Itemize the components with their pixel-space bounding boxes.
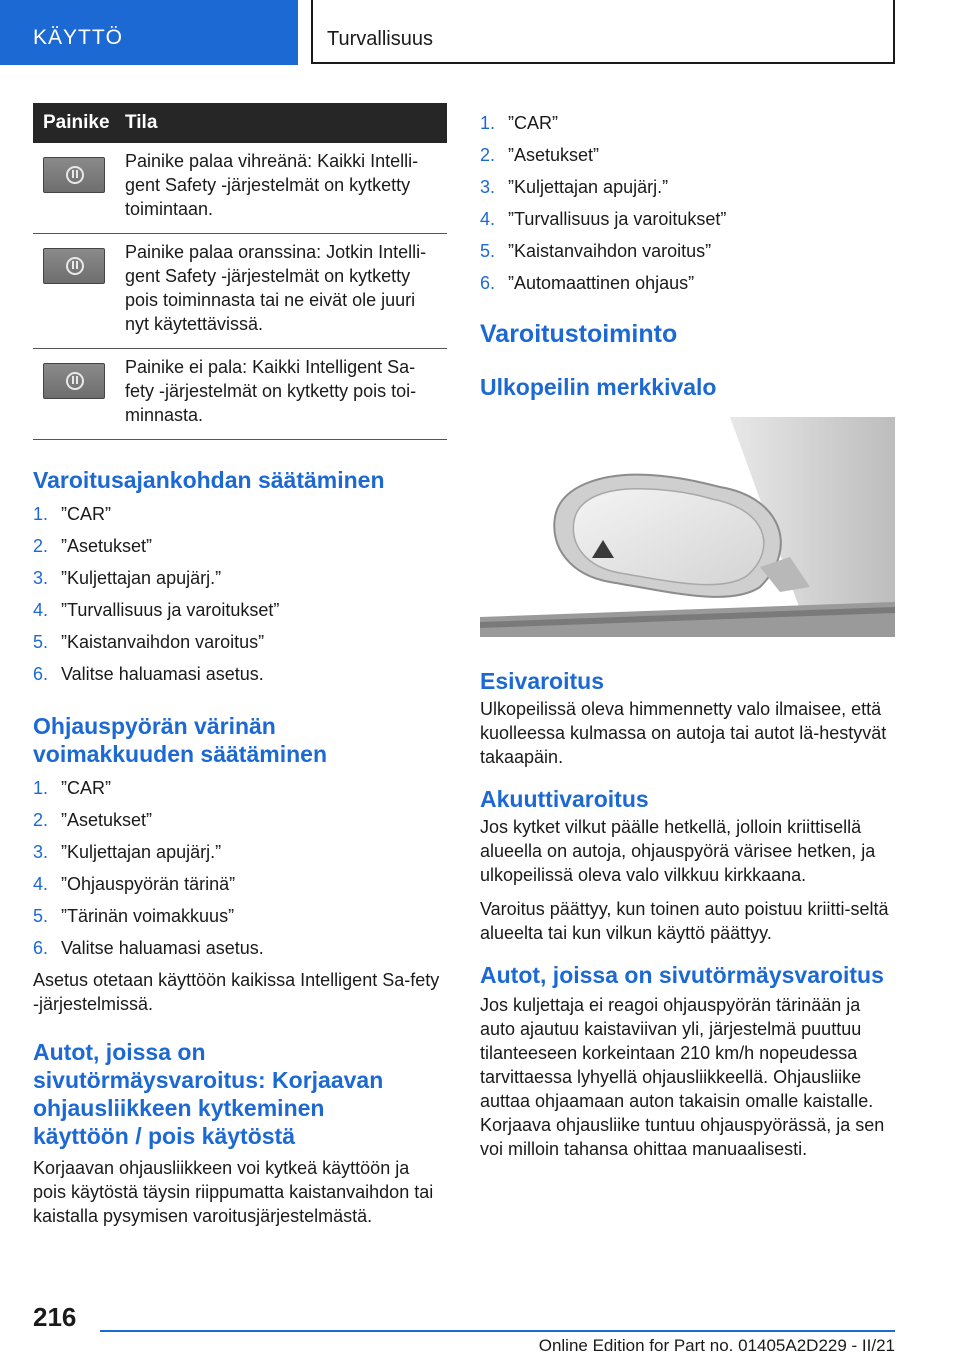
- left-column: [33, 103, 447, 1228]
- footer-divider: [100, 1330, 895, 1332]
- table-cell-status: Painike palaa vihreänä: Kaikki Intelli-gent Safety -järjestelmät on kytketty toimintaan.: [125, 143, 447, 234]
- list-item: 3. ”Kuljettajan apujärj.”: [33, 568, 222, 588]
- table-header-status: Tila: [125, 103, 447, 143]
- list-item: 2. ”Asetukset”: [33, 536, 153, 556]
- prewarning-text: Ulkopeilissä oleva himmennetty valo ilmaisee, että kuolleessa kulmassa on autoja tai autot lä-hestyvät takaapäin.: [480, 699, 887, 767]
- list-item: 3. ”Kuljettajan apujärj.”: [33, 842, 222, 862]
- table-header-button: Painike: [33, 103, 125, 143]
- list-item: 6. Valitse haluamasi asetus.: [33, 938, 264, 958]
- mirror-illustration: [480, 417, 895, 637]
- list-item: 4. ”Turvallisuus ja varoitukset”: [33, 600, 280, 620]
- vibration-note: Asetus otetaan käyttöön kaikissa Intelligent Sa-fety -järjestelmissä.: [33, 970, 440, 1014]
- list-item: 5. ”Tärinän voimakkuus”: [33, 906, 235, 926]
- steps-warning-time: [33, 498, 447, 690]
- list-item: 1. ”CAR”: [33, 778, 111, 798]
- chapter-header: [311, 0, 895, 64]
- heading-corrective-steering: Autot, joissa on sivutörmäysvaroitus: Korjaavan ohjausliikkeen kytkeminen käyttöön / pois käytöstä: [33, 1039, 384, 1149]
- steps-vibration: [33, 772, 447, 964]
- driver-assist-icon: [43, 363, 105, 399]
- heading-acute-warning: Akuuttivaroitus: [480, 786, 649, 812]
- heading-mirror-indicator: Ulkopeilin merkkivalo: [480, 374, 717, 400]
- list-item: 1. ”CAR”: [33, 504, 111, 524]
- heading-warning-function: Varoitustoiminto: [480, 320, 678, 348]
- button-status-table: [33, 103, 447, 440]
- section-title: KÄYTTÖ: [33, 26, 124, 49]
- right-column: [480, 103, 895, 1161]
- list-item: 6. ”Automaattinen ohjaus”: [480, 273, 695, 293]
- list-item: 4. ”Turvallisuus ja varoitukset”: [480, 209, 727, 229]
- side-mirror-image: [480, 417, 895, 637]
- list-item: 5. ”Kaistanvaihdon varoitus”: [33, 632, 265, 652]
- table-row: [33, 234, 447, 349]
- list-item: 2. ”Asetukset”: [480, 145, 600, 165]
- list-item: 6. Valitse haluamasi asetus.: [33, 664, 264, 684]
- table-cell-status: Painike ei pala: Kaikki Intelligent Sa-fety -järjestelmät on kytketty pois toi-minnasta.: [125, 349, 447, 440]
- side-collision-text: Jos kuljettaja ei reagoi ohjauspyörän tärinään ja auto ajautuu kaistaviivan yli, järjestelmä puuttuu tilanteeseen korkeintaan 210 km/h nopeudessa tarvittaessa lyhyellä ohjausliikkeellä. Ohjausliike auttaa ohjaamaan auton takaisin omalle kaistalle. Korjaava ohjausliike tuntuu ohjauspyörässä, ja sen voi milloin tahansa ohittaa manuaalisesti.: [480, 995, 885, 1159]
- heading-side-collision: Autot, joissa on sivutörmäysvaroitus: [480, 962, 884, 988]
- list-item: 4. ”Ohjauspyörän tärinä”: [33, 874, 236, 894]
- table-row: [33, 143, 447, 234]
- edition-note: Online Edition for Part no. 01405A2D229 - II/21: [538, 1336, 895, 1355]
- heading-prewarning: Esivaroitus: [480, 668, 604, 694]
- heading-warning-time: Varoitusajankohdan säätäminen: [33, 467, 385, 493]
- list-item: 5. ”Kaistanvaihdon varoitus”: [480, 241, 712, 261]
- heading-vibration: Ohjauspyörän värinän voimakkuuden säätäminen: [33, 713, 327, 767]
- table-row: [33, 349, 447, 440]
- list-item: 1. ”CAR”: [480, 113, 558, 133]
- acute-warning-end-text: Varoitus päättyy, kun toinen auto poistuu kriitti-seltä alueelta tai kun vilkun käyttö päättyy.: [480, 899, 889, 943]
- list-item: 3. ”Kuljettajan apujärj.”: [480, 177, 669, 197]
- driver-assist-icon: [43, 157, 105, 193]
- list-item: 2. ”Asetukset”: [33, 810, 153, 830]
- acute-warning-text: Jos kytket vilkut päälle hetkellä, jolloin kriittisellä alueella on autoja, ohjauspyörä värisee hetken, ja ulkopeilissä oleva valo vilkkuu kirkkaana.: [480, 817, 876, 885]
- steps-automatic-steering: [480, 107, 895, 299]
- corrective-steering-text: Korjaavan ohjausliikkeen voi kytkeä käyttöön ja pois käytöstä täysin riippumatta kaistanvaihdon tai kaistalla pysymisen varoitusjärjestelmästä.: [33, 1158, 434, 1226]
- table-cell-status: Painike palaa oranssina: Jotkin Intelli-gent Safety -järjestelmät on kytketty pois toiminnasta tai ne eivät ole juuri nyt käytettävissä.: [125, 234, 447, 349]
- driver-assist-icon: [43, 248, 105, 284]
- section-tab: [0, 0, 298, 65]
- chapter-title: Turvallisuus: [327, 28, 433, 50]
- page-number: 216: [33, 1302, 77, 1332]
